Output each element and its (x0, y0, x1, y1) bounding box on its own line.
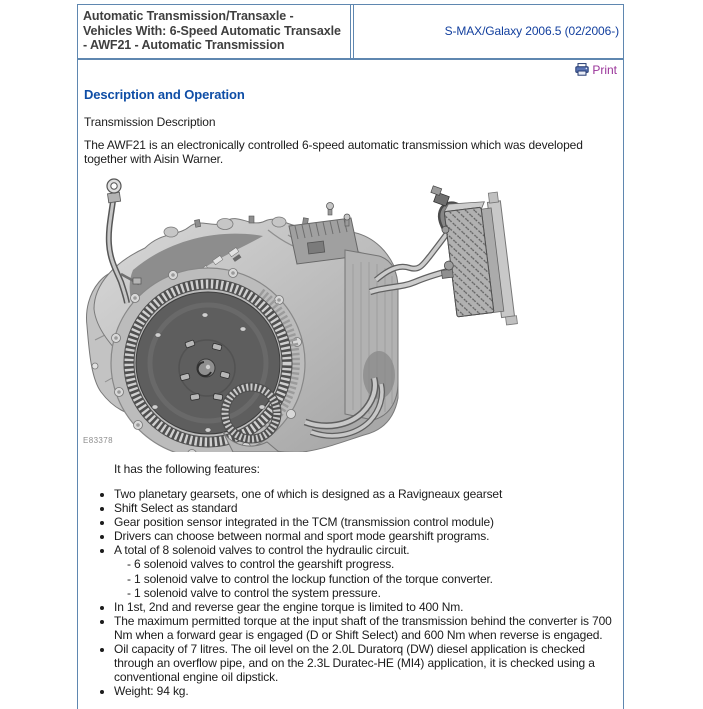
feature-text: In 1st, 2nd and reverse gear the engine torque is limited to 400 Nm. (114, 599, 464, 614)
feature-text: Weight: 94 kg. (114, 684, 189, 699)
page-title: Automatic Transmission/Transaxle - Vehicles With: 6-Speed Automatic Transaxle - AWF21 - Automatic Transmission (83, 9, 341, 53)
feature-subitem: - 1 solenoid valve to control the lockup function of the torque converter. (127, 571, 493, 586)
feature-item (114, 515, 618, 529)
feature-item (114, 501, 618, 515)
print-label: Print (592, 62, 617, 77)
feature-item (114, 642, 618, 684)
feature-text: A total of 8 solenoid valves to control the hydraulic circuit. (114, 543, 410, 558)
feature-text: The maximum permitted torque at the input shaft of the transmission behind the converter is 700 Nm when a forward gear is engaged (D or Shift Select) and 600 Nm when reverse is engaged. (114, 613, 612, 642)
feature-text: Two planetary gearsets, one of which is designed as a Ravigneaux gearset (114, 486, 503, 501)
printer-icon (575, 63, 589, 76)
transmission-illustration (83, 170, 617, 452)
transmission-figure (83, 170, 618, 452)
vehicle-label: S-MAX/Galaxy 2006.5 (02/2006-) (444, 24, 619, 39)
feature-item (114, 487, 618, 501)
content-area (77, 59, 624, 709)
feature-item (114, 543, 618, 599)
feature-text: Gear position sensor integrated in the TCM (transmission control module) (114, 515, 494, 530)
feature-item (114, 614, 618, 642)
feature-text: Oil capacity of 7 litres. The oil level on the 2.0L Duratorq (DW) diesel application is checked through an overflow pipe, and on the 2.3L Duratec-HE (MI4) application, it is checked using a conventional engine oil dipstick. (114, 642, 595, 685)
feature-item (114, 600, 618, 614)
features-list (83, 487, 618, 698)
feature-subitem: - 1 solenoid valve to control the system pressure. (127, 585, 381, 600)
figure-label: E83378 (83, 435, 113, 445)
header-table (77, 4, 624, 59)
feature-text: Drivers can choose between normal and sport mode gearshift programs. (114, 529, 490, 544)
print-link[interactable] (575, 63, 617, 77)
header-title-cell (78, 5, 351, 58)
header-vehicle-cell (353, 5, 623, 58)
intro-paragraph: The AWF21 is an electronically controlled 6-speed automatic transmission which was developed together with Aisin Warner. (84, 137, 583, 167)
document (77, 4, 624, 709)
feature-text: Shift Select as standard (114, 501, 238, 516)
feature-item (114, 684, 618, 698)
section-heading: Description and Operation (84, 86, 245, 102)
print-row (83, 60, 618, 80)
feature-subitem: - 6 solenoid valves to control the gearshift progress. (127, 557, 395, 572)
subsection-title: Transmission Description (84, 114, 216, 129)
features-intro: It has the following features: (114, 461, 260, 476)
feature-item (114, 529, 618, 543)
